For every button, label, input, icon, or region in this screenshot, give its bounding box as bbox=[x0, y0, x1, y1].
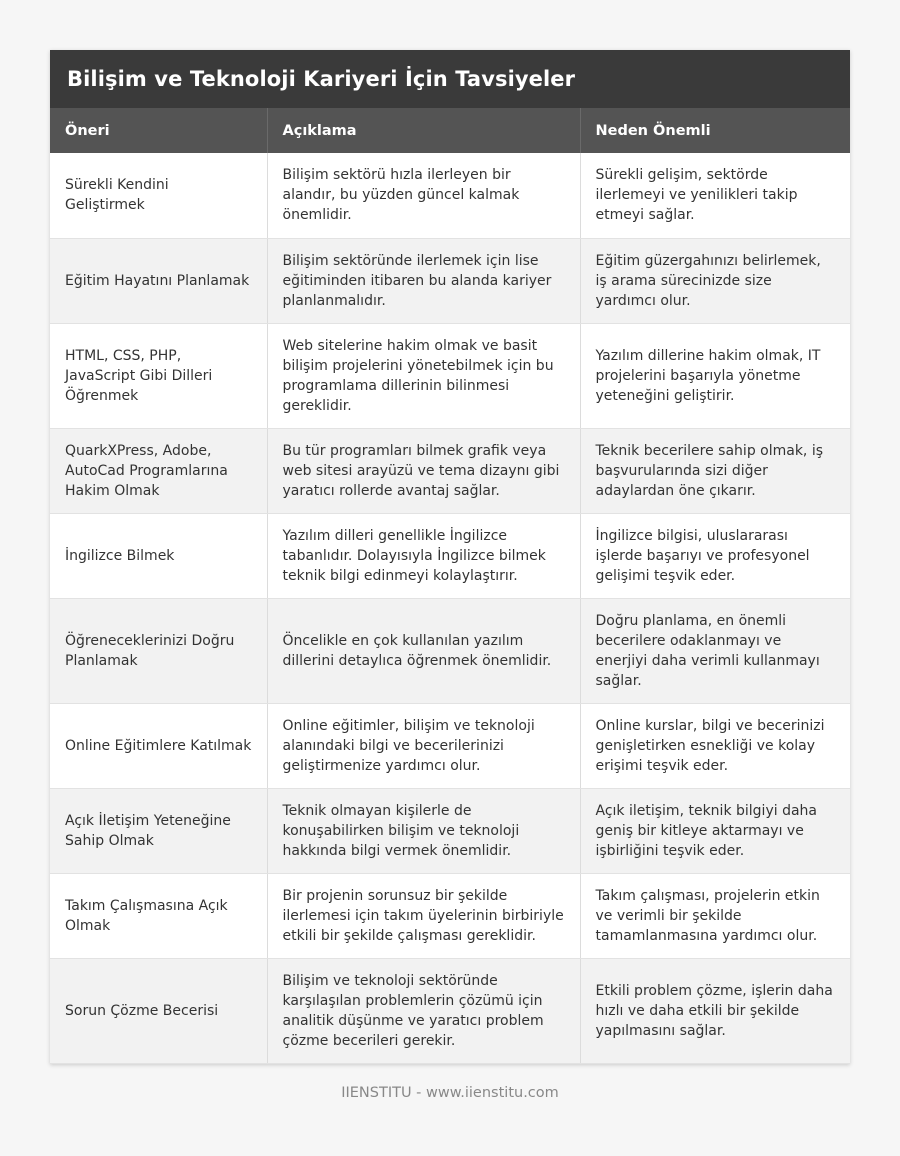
cell-neden-onemli: Takım çalışması, projelerin etkin ve verimli bir şekilde tamamlanmasına yardımcı olur. bbox=[580, 873, 850, 958]
cell-neden-onemli: Eğitim güzergahınızı belirlemek, iş arama sürecinizde size yardımcı olur. bbox=[580, 238, 850, 323]
cell-neden-onemli: Yazılım dillerine hakim olmak, IT projelerini başarıyla yönetme yeteneğini geliştirir. bbox=[580, 323, 850, 428]
cell-oneri: Takım Çalışmasına Açık Olmak bbox=[50, 873, 267, 958]
table-row bbox=[50, 238, 850, 323]
cell-aciklama: Bu tür programları bilmek grafik veya web sitesi arayüzü ve tema dizaynı gibi yaratıcı rollerde avantaj sağlar. bbox=[267, 428, 580, 513]
table-row bbox=[50, 513, 850, 598]
cell-aciklama: Bilişim ve teknoloji sektöründe karşılaşılan problemlerin çözümü için analitik düşünme ve yaratıcı problem çözme becerileri gerekir. bbox=[267, 958, 580, 1063]
cell-aciklama: Bilişim sektörü hızla ilerleyen bir alandır, bu yüzden güncel kalmak önemlidir. bbox=[267, 153, 580, 238]
cell-oneri: Öğreneceklerinizi Doğru Planlamak bbox=[50, 598, 267, 703]
table-row bbox=[50, 703, 850, 788]
cell-oneri: İngilizce Bilmek bbox=[50, 513, 267, 598]
cell-neden-onemli: İngilizce bilgisi, uluslararası işlerde başarıyı ve profesyonel gelişimi teşvik eder. bbox=[580, 513, 850, 598]
cell-neden-onemli: Teknik becerilere sahip olmak, iş başvurularında sizi diğer adaylardan öne çıkarır. bbox=[580, 428, 850, 513]
title-bar bbox=[50, 50, 850, 108]
cell-oneri: Açık İletişim Yeteneğine Sahip Olmak bbox=[50, 788, 267, 873]
cell-neden-onemli: Online kurslar, bilgi ve becerinizi genişletirken esnekliği ve kolay erişimi teşvik eder. bbox=[580, 703, 850, 788]
table-row bbox=[50, 598, 850, 703]
table-header bbox=[50, 108, 850, 153]
column-header-oneri: Öneri bbox=[50, 108, 267, 153]
cell-oneri: Sürekli Kendini Geliştirmek bbox=[50, 153, 267, 238]
header-row bbox=[50, 108, 850, 153]
column-header-aciklama: Açıklama bbox=[267, 108, 580, 153]
cell-oneri: HTML, CSS, PHP, JavaScript Gibi Dilleri Öğrenmek bbox=[50, 323, 267, 428]
table-row bbox=[50, 153, 850, 238]
cell-neden-onemli: Sürekli gelişim, sektörde ilerlemeyi ve yenilikleri takip etmeyi sağlar. bbox=[580, 153, 850, 238]
cell-neden-onemli: Açık iletişim, teknik bilgiyi daha geniş bir kitleye aktarmayı ve işbirliğini teşvik eder. bbox=[580, 788, 850, 873]
table-row bbox=[50, 323, 850, 428]
cell-oneri: Eğitim Hayatını Planlamak bbox=[50, 238, 267, 323]
cell-neden-onemli: Etkili problem çözme, işlerin daha hızlı ve daha etkili bir şekilde yapılmasını sağlar. bbox=[580, 958, 850, 1063]
table-body bbox=[50, 153, 850, 1063]
cell-aciklama: Bilişim sektöründe ilerlemek için lise eğitiminden itibaren bu alanda kariyer planlanmalıdır. bbox=[267, 238, 580, 323]
advice-table-card bbox=[50, 50, 850, 1064]
cell-neden-onemli: Doğru planlama, en önemli becerilere odaklanmayı ve enerjiyi daha verimli kullanmayı sağlar. bbox=[580, 598, 850, 703]
cell-oneri: Sorun Çözme Becerisi bbox=[50, 958, 267, 1063]
cell-aciklama: Online eğitimler, bilişim ve teknoloji alanındaki bilgi ve becerilerinizi geliştirmenize yardımcı olur. bbox=[267, 703, 580, 788]
cell-aciklama: Bir projenin sorunsuz bir şekilde ilerlemesi için takım üyelerinin birbiriyle etkili bir şekilde çalışması gereklidir. bbox=[267, 873, 580, 958]
column-header-neden-onemli: Neden Önemli bbox=[580, 108, 850, 153]
cell-aciklama: Teknik olmayan kişilerle de konuşabilirken bilişim ve teknoloji hakkında bilgi vermek önemlidir. bbox=[267, 788, 580, 873]
table-row bbox=[50, 958, 850, 1063]
table-title: Bilişim ve Teknoloji Kariyeri İçin Tavsiyeler bbox=[67, 67, 576, 91]
cell-aciklama: Yazılım dilleri genellikle İngilizce tabanlıdır. Dolayısıyla İngilizce bilmek teknik bilgi edinmeyi kolaylaştırır. bbox=[267, 513, 580, 598]
table-row bbox=[50, 428, 850, 513]
cell-aciklama: Web sitelerine hakim olmak ve basit bilişim projelerini yönetebilmek için bu programlama dillerinin bilinmesi gereklidir. bbox=[267, 323, 580, 428]
table-row bbox=[50, 873, 850, 958]
advice-table bbox=[50, 108, 850, 1064]
table-row bbox=[50, 788, 850, 873]
cell-oneri: QuarkXPress, Adobe, AutoCad Programlarına Hakim Olmak bbox=[50, 428, 267, 513]
cell-aciklama: Öncelikle en çok kullanılan yazılım dillerini detaylıca öğrenmek önemlidir. bbox=[267, 598, 580, 703]
cell-oneri: Online Eğitimlere Katılmak bbox=[50, 703, 267, 788]
footer-credit: IIENSTITU - www.iienstitu.com bbox=[341, 1085, 559, 1101]
